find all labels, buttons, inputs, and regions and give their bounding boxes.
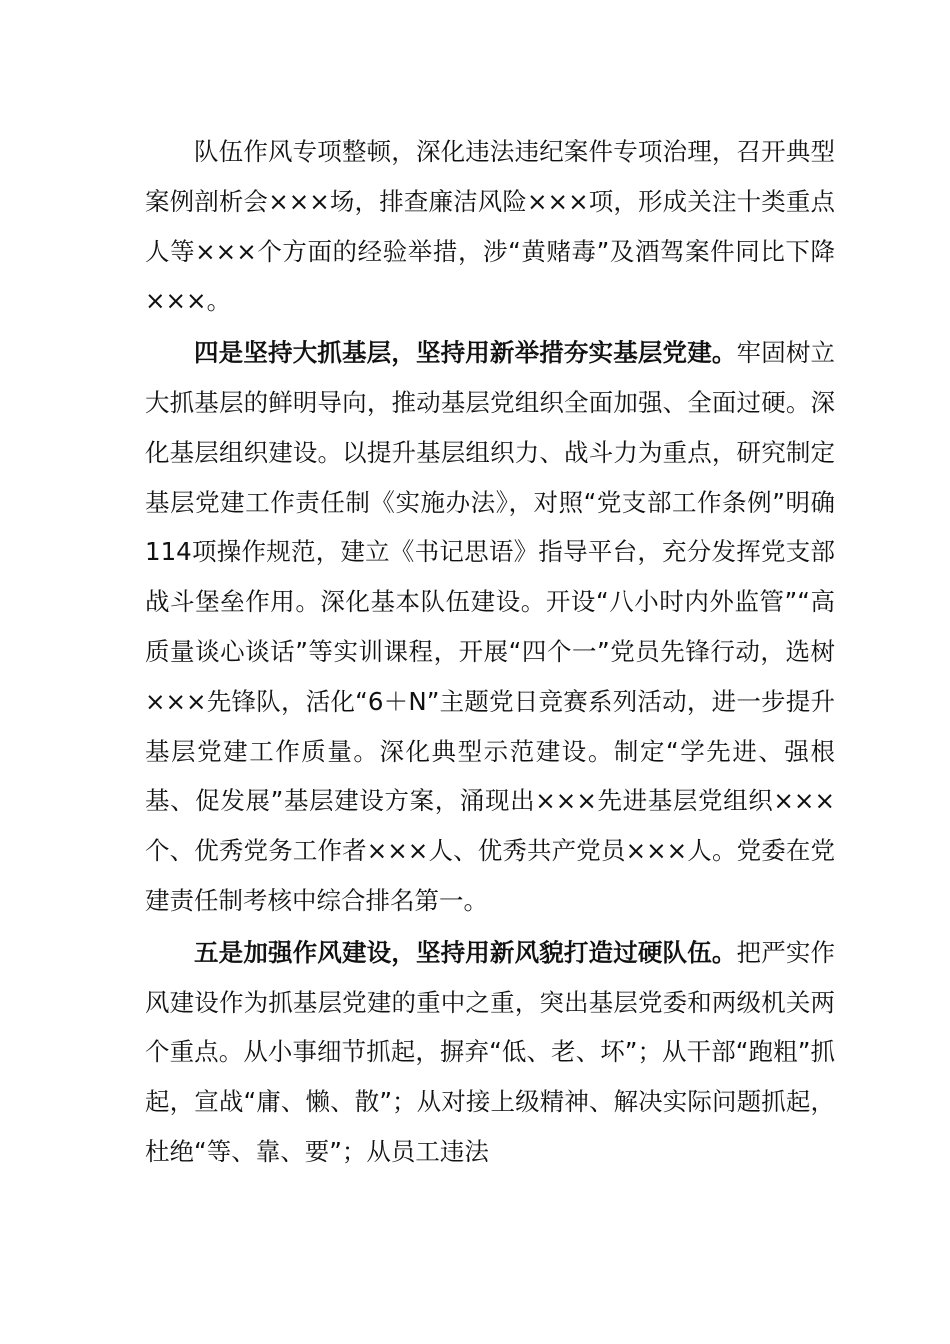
paragraph-text: 牢固树立大抓基层的鲜明导向，推动基层党组织全面加强、全面过硬。深化基层组织建设。以提升基层组织力、战斗力为重点，研究制定基层党建工作责任制《实施办法》，对照“党支部工作条例”明确114项操作规范，建立《书记思语》指导平台，充分发挥党支部战斗堡垒作用。深化基本队伍建设。开设“八小时内外监管”“高质量谈心谈话”等实训课程，开展“四个一”党员先锋行动，选树×××先锋队，活化“6＋N”主题党日竞赛系列活动，进一步提升基层党建工作质量。深化典型示范建设。制定“学先进、强根基、促发展”基层建设方案，涌现出×××先进基层党组织×××个、优秀党务工作者×××人、优秀共产党员×××人。党委在党建责任制考核中综合排名第一。 [145, 338, 836, 915]
paragraph-work-style-building [145, 928, 835, 1177]
paragraph-basic-level-party-building [145, 328, 835, 926]
paragraph-lead-heading: 五是加强作风建设，坚持用新风貌打造过硬队伍。 [194, 937, 737, 967]
paragraph-text: 把严实作风建设作为抓基层党建的重中之重，突出基层党委和两级机关两个重点。从小事细节抓起，摒弃“低、老、坏”；从干部“跑粗”抓起，宣战“庸、懒、散”；从对接上级精神、解决实际问题抓起，杜绝“等、靠、要”；从员工违法 [145, 937, 836, 1166]
paragraph-lead-heading: 四是坚持大抓基层，坚持用新举措夯实基层党建。 [194, 338, 737, 368]
paragraph-continuation [145, 127, 835, 326]
paragraph-text: 队伍作风专项整顿，深化违法违纪案件专项治理，召开典型案例剖析会×××场，排查廉洁风险×××项，形成关注十类重点人等×××个方面的经验举措，涉“黄赌毒”及酒驾案件同比下降×××。 [145, 137, 835, 316]
document-body [145, 127, 835, 1177]
